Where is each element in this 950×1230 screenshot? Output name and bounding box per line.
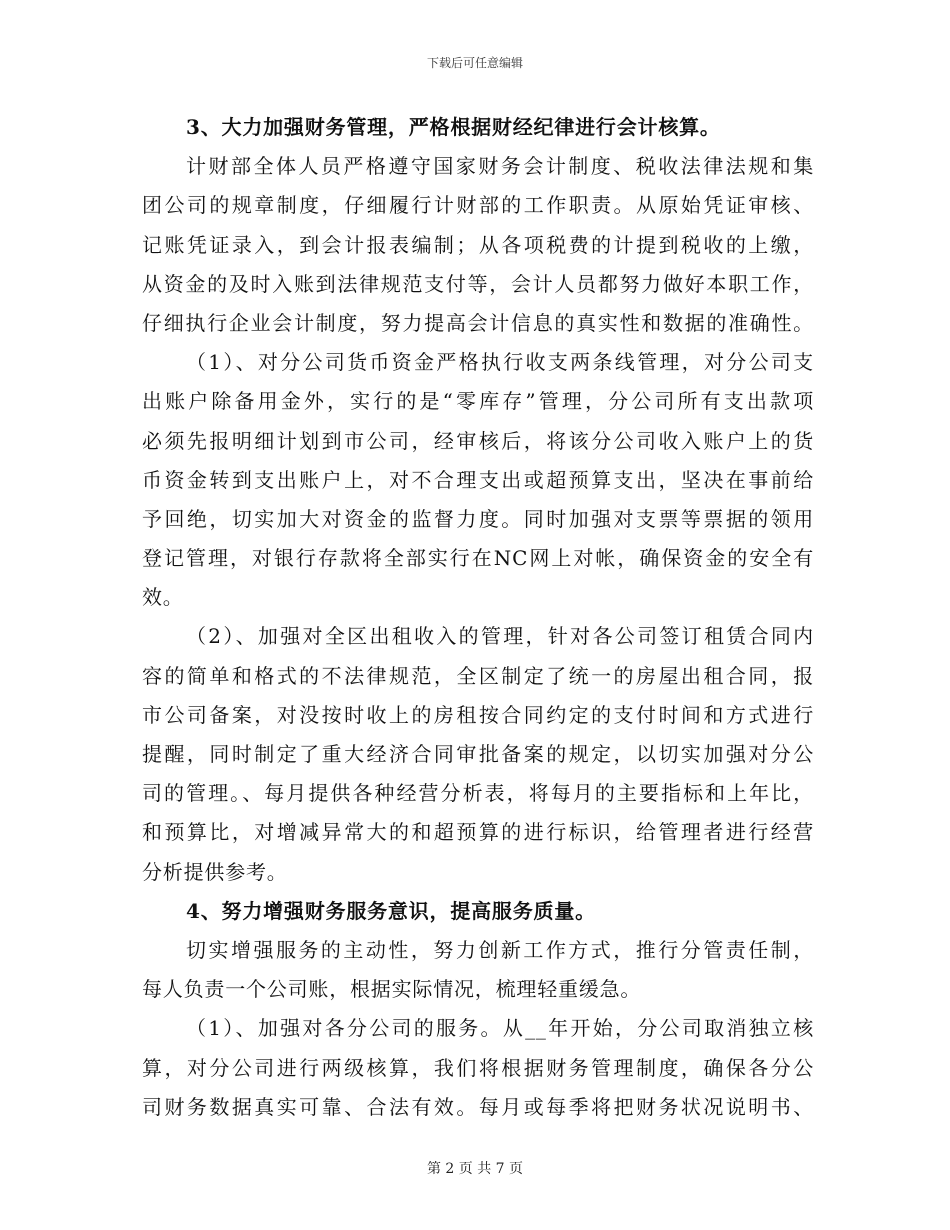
paragraph-line: 记账凭证录入，到会计报表编制；从各项税费的计提到税收的上缴，: [142, 232, 814, 257]
paragraph-line: （1）、对分公司货币资金严格执行收支两条线管理，对分公司支: [186, 350, 814, 375]
document-body: [142, 108, 814, 1127]
paragraph-line: 仔细执行企业会计制度，努力提高会计信息的真实性和数据的准确性。: [142, 310, 814, 335]
paragraph-line: 提醒，同时制定了重大经济合同审批备案的规定，以切实加强对分公: [142, 742, 814, 766]
paragraph-line: 登记管理，对银行存款将全部实行在NC网上对帐，确保资金的安全有: [142, 546, 814, 571]
paragraph-line: 切实增强服务的主动性，努力创新工作方式，推行分管责任制，: [186, 937, 814, 962]
paragraph-line: 每人负责一个公司账，根据实际情况，梳理轻重缓急。: [142, 977, 642, 1002]
header-note: 下载后可任意编辑: [426, 56, 523, 70]
paragraph-line: 司的管理。、每月提供各种经营分析表，将每月的主要指标和上年比，: [142, 781, 814, 806]
paragraph-line: 市公司备案，对没按时收上的房租按合同约定的支付时间和方式进行: [142, 702, 814, 727]
paragraph-line: （2）、加强对全区出租收入的管理，针对各公司签订租赁合同内: [186, 624, 814, 649]
paragraph-line: 币资金转到支出账户上，对不合理支出或超预算支出，坚决在事前给: [142, 467, 814, 492]
paragraph-line: 和预算比，对增减异常大的和超预算的进行标识，给管理者进行经营: [142, 820, 814, 845]
paragraph-line: 效。: [142, 585, 184, 610]
paragraph-line: 必须先报明细计划到市公司，经审核后，将该分公司收入账户上的货: [142, 428, 814, 453]
paragraph-line: 算，对分公司进行两级核算，我们将根据财务管理制度，确保各分公: [142, 1055, 814, 1080]
paragraph-line: 予回绝，切实加大对资金的监督力度。同时加强对支票等票据的领用: [142, 506, 814, 531]
paragraph-line: 从资金的及时入账到法律规范支付等，会计人员都努力做好本职工作，: [142, 271, 814, 296]
paragraph-line: 司财务数据真实可靠、合法有效。每月或每季将把财务状况说明书、: [142, 1094, 814, 1119]
section-heading-3: 3、大力加强财务管理，严格根据财经纪律进行会计核算。: [186, 115, 721, 139]
section-heading-4: 4、努力增强财务服务意识，提高服务质量。: [186, 898, 596, 923]
paragraph-line: 容的简单和格式的不法律规范，全区制定了统一的房屋出租合同，报: [142, 663, 814, 688]
page-number: 第 2 页 共 7 页: [426, 1161, 524, 1177]
paragraph-line: 计财部全体人员严格遵守国家财务会计制度、税收法律法规和集: [186, 154, 814, 179]
paragraph-line: 分析提供参考。: [142, 859, 288, 884]
paragraph-line: 出账户除备用金外，实行的是“零库存”管理，分公司所有支出款项: [142, 389, 814, 414]
paragraph-line: （1）、加强对各分公司的服务。从__年开始，分公司取消独立核: [186, 1016, 814, 1041]
paragraph-line: 团公司的规章制度，仔细履行计财部的工作职责。从原始凭证审核、: [142, 193, 814, 218]
